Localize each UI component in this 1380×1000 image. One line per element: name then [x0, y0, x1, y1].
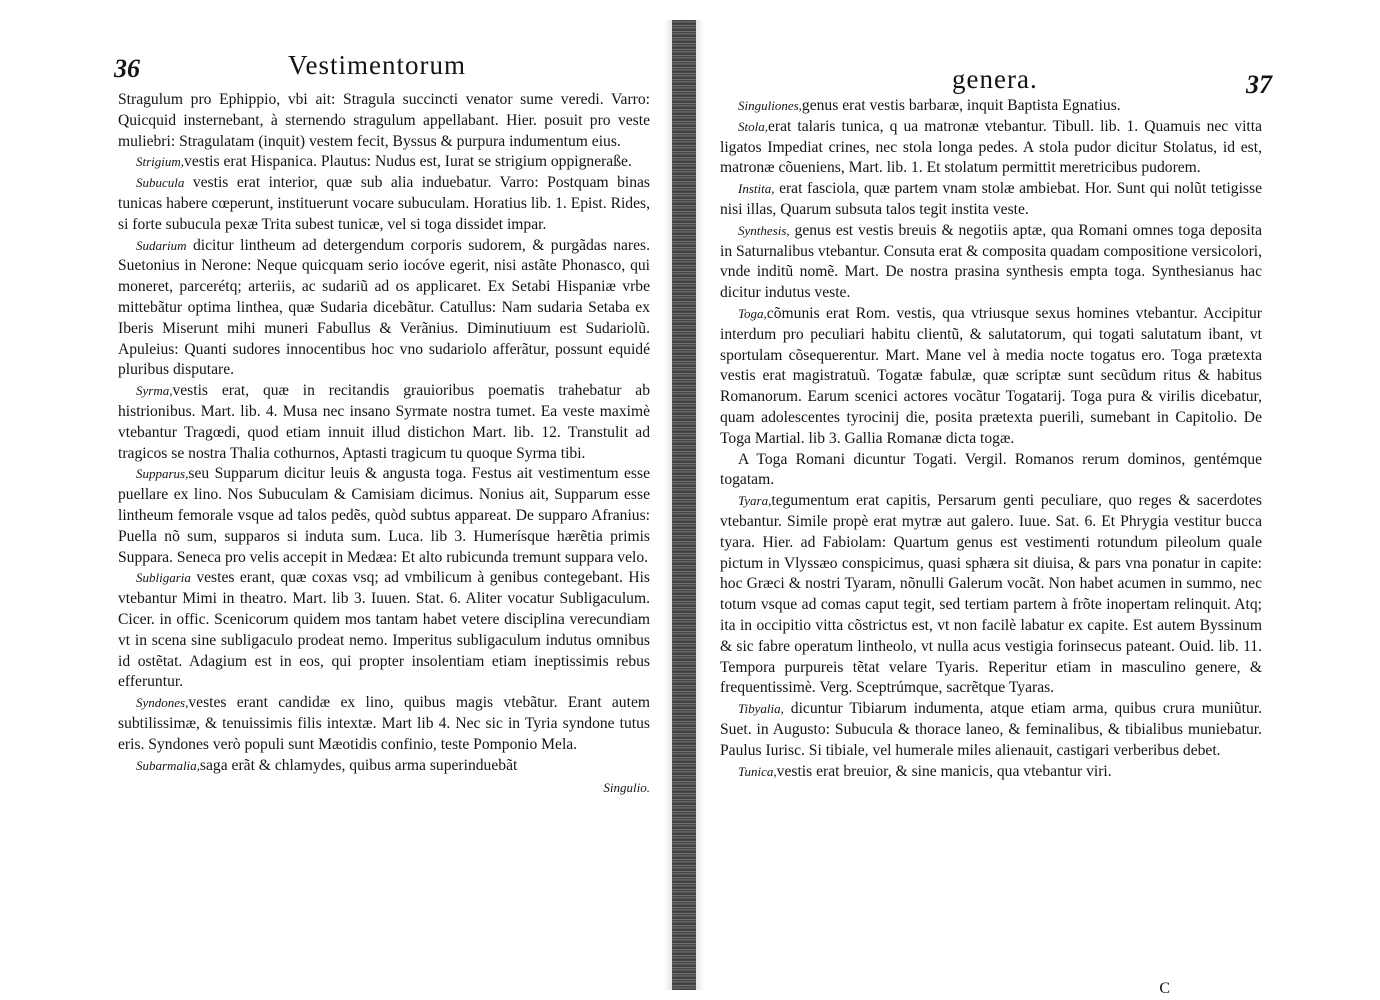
entry: [720, 96, 1262, 117]
left-running-head: [114, 50, 650, 90]
entry: [118, 464, 650, 568]
entry-text: vestis erat breuior, & sine manicis, qua vtebantur viri.: [776, 762, 1112, 780]
right-running-head: [720, 56, 1272, 99]
entry: [720, 304, 1262, 450]
entry: [720, 179, 1262, 221]
entry-headword: Stola,: [738, 118, 768, 134]
entry-headword: Syrma,: [136, 383, 173, 399]
entry-headword: Sudarium: [136, 237, 187, 253]
entry: [118, 173, 650, 235]
entry-text: vestis erat, quæ in recitandis grauioribus poematis trahebatur ab histrionibus. Mart. lib. 4. Musa nec insano Syrmate nostra tumet. Ea veste maximè vtebantur Tragœdi, quod etiam innuit illud distichon Mart. lib. 12. Transtulit ad tragicos se nostra Thalia cothurnos, Aptasti tragicum tu quoque Syrma tibi.: [118, 382, 650, 462]
entry-headword: Tibyalia,: [738, 701, 784, 717]
signature-mark: C: [1159, 980, 1170, 997]
right-page: [700, 0, 1380, 1000]
book-gutter: [672, 20, 696, 990]
entry-text: saga erãt & chlamydes, quibus arma superinduebãt: [199, 756, 518, 774]
entry: [118, 568, 650, 693]
entry-text: seu Supparum dicitur leuis & angusta toga. Festus ait vestimentum esse puellare ex lino. Nos Subuculam & Camisiam dicimus. Nonius ait, Supparum esse lintheum femorale vsque ad talos pedẽs, quòd subtus appareat. De supparo Afranius: Puella nõ sum, supparos si induta sum. Luca. lib 3. Humerísque hærẽtia primis Suppara. Seneca pro velis accepit in Medæa: Et alto rubicunda tremunt suppara velo.: [118, 465, 650, 566]
entry: [118, 152, 650, 173]
entry-text: cõmunis erat Rom. vestis, qua vtriusque sexus homines vtebantur. Accipitur interdum pro peculiari habitu clientũ, & salutatorum, qui togati salutatum ibant, vt sportulam cõsequerentur. Mart. Mane vel à media nocte togatus ero. Toga prætexta vestis erat magistratuũ. Togatæ fabulæ, quæ scriptæ sunt secũdum ritus & habitus Romanorum. Earum scenici actores vocãtur Togatarij. Toga pura & virilis dicebatur, quam adolescentes tyrocinij die, posita prætexta puerili, sumebant in Capitolio. De Toga Martial. lib 3. Gallia Romanæ dicta togæ.: [720, 304, 1262, 447]
right-running-title: genera.: [952, 64, 1038, 94]
entry-text: erat talaris tunica, q ua matronæ vtebantur. Tibull. lib. 1. Quamuis nec vitta ligatos Impediat crines, nec stola longa pedes. A stola pudor dicitur Stolatus, id est, matronæ cõueniens, Mart. lib. 1. Et stolatum permittit meretricibus pudorem.: [720, 117, 1262, 177]
entry-text: dicitur lintheum ad detergendum corporis sudorem, & purgãdas nares. Suetonius in Nerone: Neque quicquam serio iocóve egerit, nisi astãte Phonasco, qui moneret, parcerétq; arteriis, ac sudariũ ad os applicaret. Ex Setabi Hispaniæ vrbe mittebãtur optima linthea, quæ Sudaria dicebãtur. Catullus: Nam sudaria Setaba ex Iberis Miserunt mihi muneri Fabullus & Verãnius. Diminutiuum est Sudariolũ. Apuleius: Quanti sudores innocentibus hoc vno sudariolo afferãtur, possunt equidé pluribus disputare.: [118, 236, 651, 379]
left-page-number: 36: [114, 54, 140, 83]
entry-text: vestis erat interior, quæ sub alia induebatur. Varro: Postquam binas tunicas habere cœperunt, instituerunt vocare subuculam. Horatius lib. 1. Epist. Rides, si forte subucula pexæ Trita subest tunicæ, vel si toga dissidet impar.: [118, 174, 650, 233]
entry-headword: Singuliones,: [738, 98, 802, 113]
entry-text: genus est vestis breuis & negotiis aptæ, qua Romani omnes toga deposita in Saturnalibus vtebantur. Consuta erat & composita quadam compositione versicolori, vnde inditũ nomẽ. Mart. De nostra prasina synthesis empta toga. Synthesianus hac dicitur indutus veste.: [720, 221, 1262, 302]
entry-headword: Subucula: [136, 175, 185, 191]
right-page-number: 37: [1246, 70, 1272, 99]
entry-headword: Synthesis,: [738, 222, 790, 238]
entry-headword: Subarmalia,: [136, 757, 200, 773]
entry: [720, 699, 1262, 761]
entry-headword: Subligaria: [136, 570, 191, 586]
entry: [118, 756, 650, 777]
entry: [720, 762, 1262, 783]
entry-text: vestes erant candidæ ex lino, quibus magis vtebãtur. Erant autem subtilissimæ, & tenuissimis filis intextæ. Mart lib 4. Nec sic in Tyria syndone tutus eris. Syndones verò populi sunt Mæotidis confinio, teste Pomponio Mela.: [118, 694, 650, 753]
right-text-block: [720, 96, 1262, 782]
entry: [720, 450, 1262, 492]
entry: [118, 90, 650, 152]
entry: [720, 221, 1262, 304]
catchword: Singulio.: [603, 780, 650, 796]
left-page: [0, 0, 670, 1000]
entry-text: tegumentum erat capitis, Persarum genti peculiare, quo reges & sacerdotes vtebantur. Simile propè erat mytræ aut galero. Iuue. Sat. 6. Et Phrygia vestitur bucca tyara. Hier. ad Fabiolam: Quartum genus est vestimenti rotundum pileolum quale pictum in Vlyssæo conspicimus, quasi sphæra sit diuisa, & pars vna ponatur in capite: hoc Græci & nostri Tyaram, nõnulli Galerum vocãt. Non habet acumen in summo, nec totum vsque ad comas caput tegit, sed tertiam partem à frõte inopertam relinquit. Atq; ita in occipitio vitta cõstrictus est, vt non facilè labatur ex capite. Est autem Byssinum & sic fabre operatum lintheolo, vt nulla acus vestigia forinsecus pateant. Ouid. lib. 11. Tempora purpureis tẽtat velare Tyaris. Reperitur etiam in masculino genere, & frequentissimè. Verg. Sceptrúmque, sacrẽtque Tyaras.: [720, 492, 1262, 697]
entry-text: dicuntur Tibiarum indumenta, atque etiam arma, quibus crura muniũtur. Suet. in Augusto: Subucula & thorace laneo, & feminalibus, & tibialibus muniebatur. Paulus Iurisc. Si tibiale, vel humerale miles alienauit, castigari verberibus debet.: [720, 700, 1262, 759]
entry-headword: Supparus,: [136, 466, 189, 482]
entry-text: vestes erant, quæ coxas vsq; ad vmbilicum à genibus contegebant. His vtebantur Mimi in theatro. Mart. lib 3. Iuuen. Stat. 6. Aliter vocatur Subligaculum. Cicer. in offic. Scenicorum quidem mos tantam habet vetere disciplina verecundiam vt in scena sine subligaculo prodeat nemo. Imperitus subligaculum indutus omnibus id ostẽtat. Adagium est in eos, qui propter insolentiam etiam ineptissimis rebus efferuntur.: [118, 569, 650, 691]
entry-text: Stragulum pro Ephippio, vbi ait: Stragula succincti venator sume veredi. Varro: Quicquid insternebant, à sternendo stragulum appellabant. Hier. posuit pro veste muliebri: Stragulatam (inquit) vestem fecit, Byssus & purpura indumentum eius.: [118, 91, 650, 150]
entry-headword: Instita,: [738, 181, 775, 197]
entry-headword: Syndones,: [136, 695, 189, 711]
entry-headword: Tyara,: [738, 493, 772, 509]
entry: [720, 117, 1262, 179]
entry-text: genus erat vestis barbaræ, inquit Baptista Egnatius.: [801, 97, 1121, 114]
entry: [720, 491, 1262, 699]
entry-text: vestis erat Hispanica. Plautus: Nudus est, Iurat se strigium oppigneraße.: [184, 153, 632, 171]
entry-headword: Toga,: [738, 305, 767, 321]
entry-text: A Toga Romani dicuntur Togati. Vergil. Romanos rerum dominos, gentémque togatam.: [720, 450, 1262, 489]
left-text-block: [118, 90, 650, 799]
entry: [118, 693, 650, 755]
entry: [118, 236, 650, 382]
entry-headword: Tunica,: [738, 763, 777, 779]
entry-text: erat fasciola, quæ partem vnam stolæ ambiebat. Hor. Sunt qui nolũt tetigisse nisi illas, Quarum subsuta talos tegit instita veste.: [720, 180, 1262, 218]
entry: [118, 381, 650, 464]
left-running-title: Vestimentorum: [288, 50, 466, 80]
entry-headword: Strigium,: [136, 154, 185, 170]
